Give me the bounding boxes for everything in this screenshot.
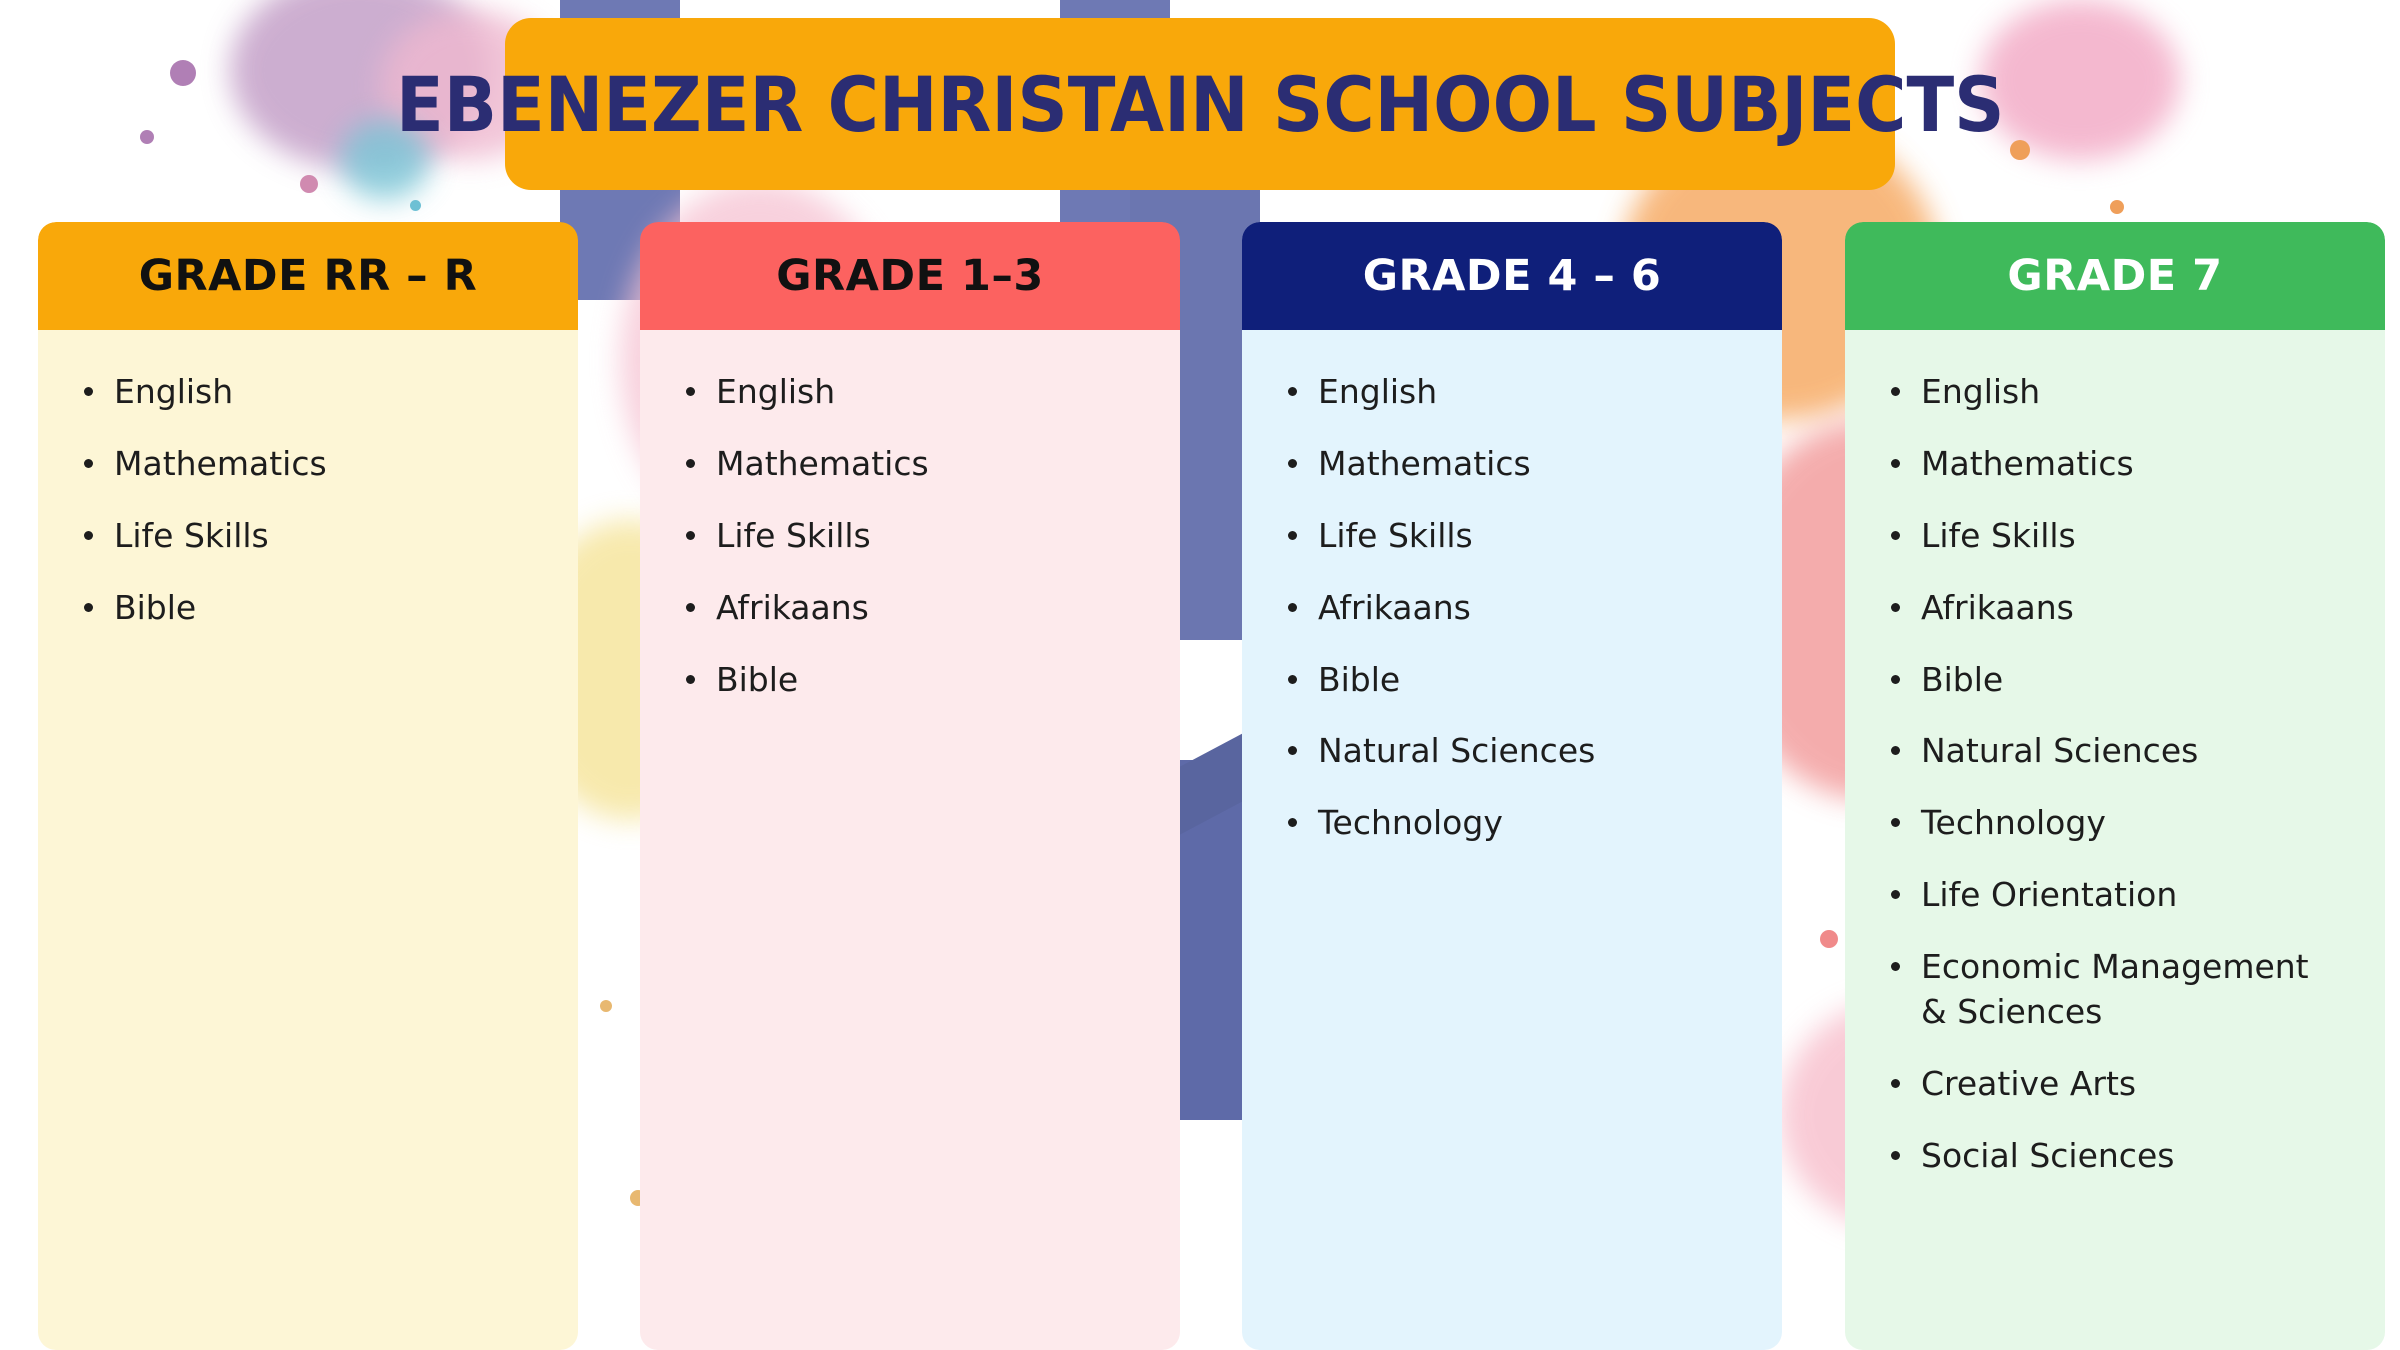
list-item: Afrikaans [1276,586,1738,631]
list-item: Life Orientation [1879,873,2341,918]
list-item: Mathematics [674,442,1136,487]
grade-column-header-1-3 [640,222,1180,330]
grade-column-1-3 [640,222,1180,1350]
grade-column-body-4-6 [1242,330,1782,1350]
list-item: Life Skills [1879,514,2341,559]
list-item: Natural Sciences [1879,729,2341,774]
background-blob-magenta [1980,0,2180,160]
subject-list-rr-r [72,370,544,631]
grade-heading-7: GRADE 7 [2007,251,2223,301]
list-item: Mathematics [1879,442,2341,487]
grade-heading-4-6: GRADE 4 – 6 [1362,251,1662,301]
list-item: Life Skills [1276,514,1738,559]
background-speck [300,175,318,193]
grade-column-rr-r [38,222,578,1350]
list-item: Life Skills [72,514,534,559]
list-item: Bible [1879,658,2341,703]
subject-list-1-3 [674,370,1146,702]
grade-column-4-6 [1242,222,1782,1350]
grade-column-7 [1845,222,2385,1350]
grade-column-body-1-3 [640,330,1180,1350]
grade-column-body-7 [1845,330,2385,1350]
page-title: EBENEZER CHRISTAIN SCHOOL SUBJECTS [395,59,2005,149]
list-item: Mathematics [72,442,534,487]
list-item: Technology [1879,801,2341,846]
list-item: Creative Arts [1879,1062,2341,1107]
list-item: English [1879,370,2341,415]
subject-list-4-6 [1276,370,1748,846]
list-item: Life Skills [674,514,1136,559]
list-item: English [674,370,1136,415]
list-item: English [1276,370,1738,415]
list-item: Social Sciences [1879,1134,2341,1179]
page-title-banner [395,18,2005,190]
grade-heading-1-3: GRADE 1–3 [776,251,1044,301]
grade-column-header-rr-r [38,222,578,330]
grade-column-body-rr-r [38,330,578,1350]
list-item: Bible [674,658,1136,703]
grade-columns [0,222,2400,1350]
background-speck [2110,200,2124,214]
list-item: Technology [1276,801,1738,846]
list-item: English [72,370,534,415]
background-speck [140,130,154,144]
list-item: Afrikaans [1879,586,2341,631]
subject-list-7 [1879,370,2351,1179]
list-item: Afrikaans [674,586,1136,631]
background-speck [2010,140,2030,160]
background-speck [410,200,421,211]
list-item: Bible [72,586,534,631]
grade-heading-rr-r: GRADE RR – R [138,251,478,301]
grade-column-header-4-6 [1242,222,1782,330]
list-item: Mathematics [1276,442,1738,487]
list-item: Natural Sciences [1276,729,1738,774]
grade-column-header-7 [1845,222,2385,330]
background-speck [170,60,196,86]
list-item: Bible [1276,658,1738,703]
list-item: Economic Management & Sciences [1879,945,2341,1035]
